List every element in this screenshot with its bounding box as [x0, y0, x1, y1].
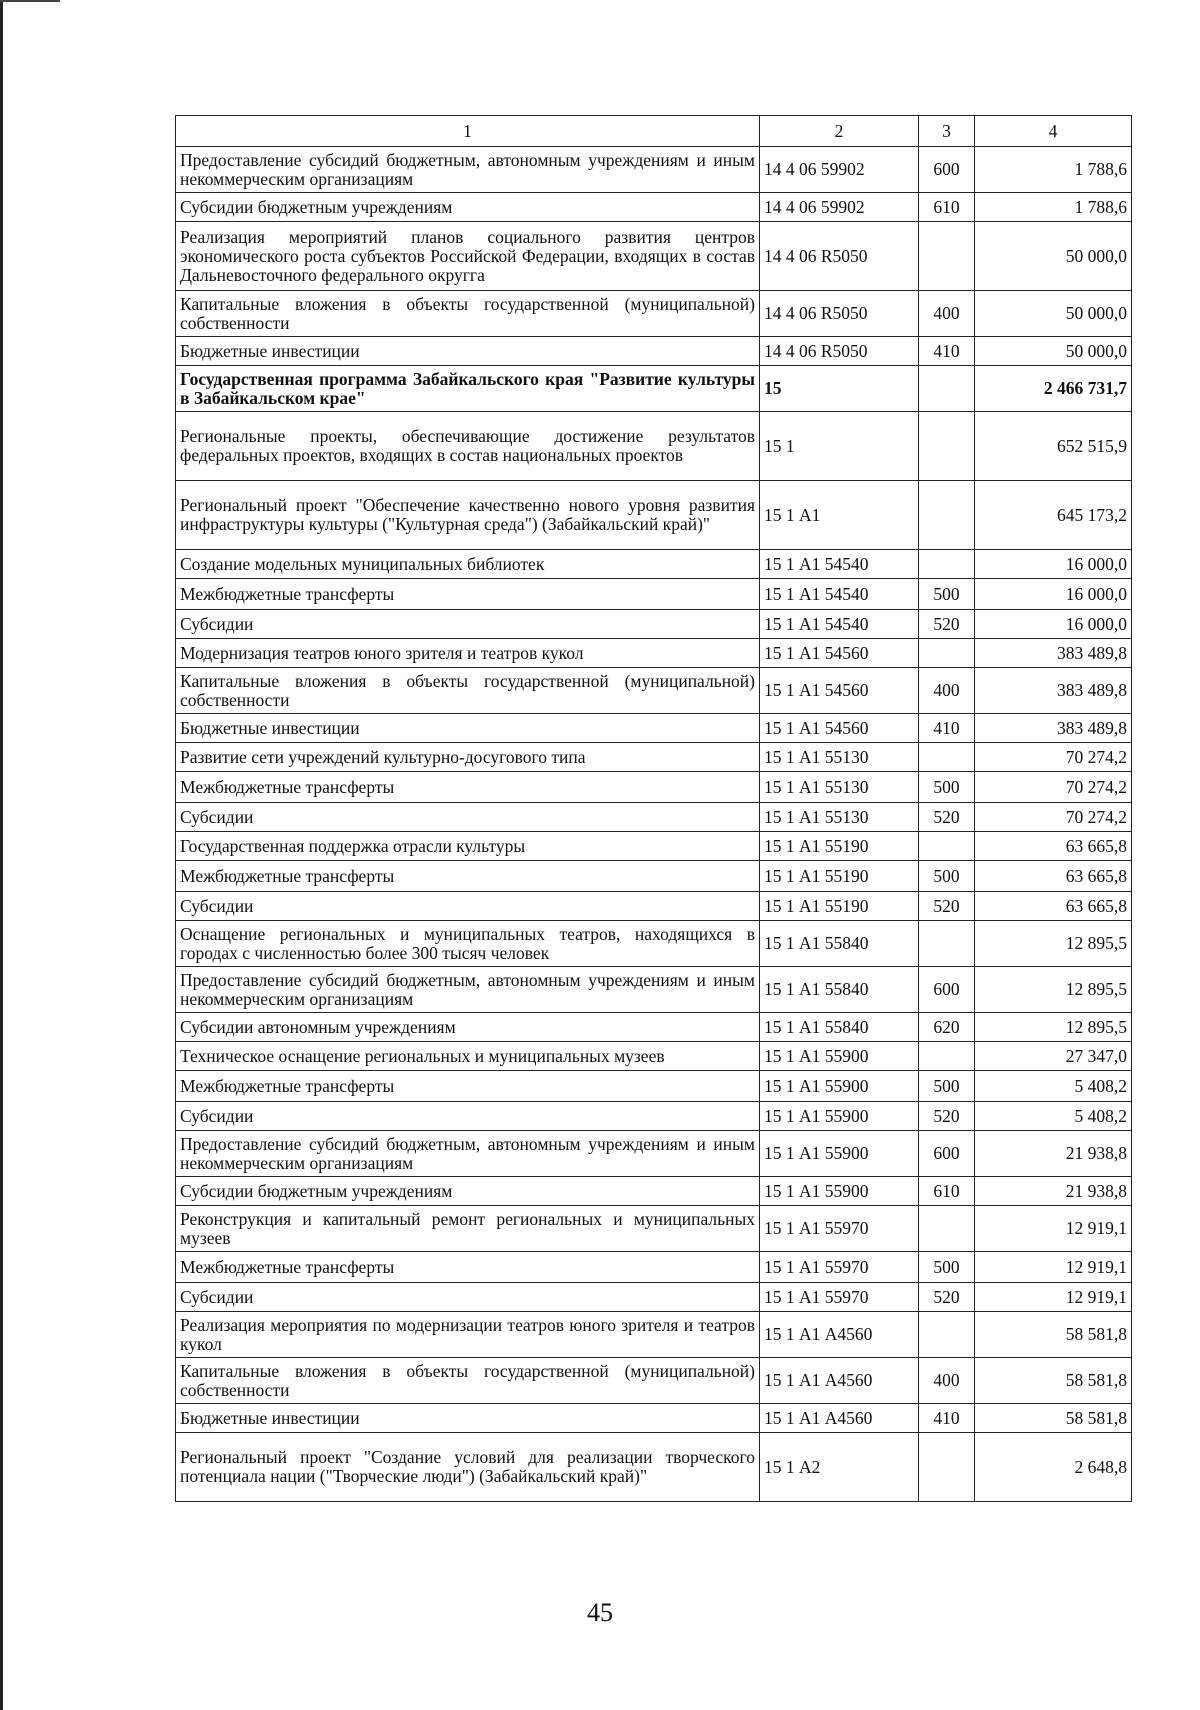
row-name: Субсидии	[176, 1283, 760, 1312]
row-expense-type	[919, 366, 975, 412]
table-body	[176, 147, 1132, 1502]
row-name: Межбюджетные трансферты	[176, 1252, 760, 1283]
table-row	[176, 337, 1132, 366]
row-amount: 21 938,8	[975, 1131, 1132, 1177]
row-name: Государственная программа Забайкальского края "Развитие культуры в Забайкальском крае"	[176, 366, 760, 412]
table-row	[176, 222, 1132, 291]
table-row	[176, 921, 1132, 967]
row-code: 15 1 А1 55130	[760, 772, 919, 803]
row-expense-type: 500	[919, 861, 975, 892]
table-row	[176, 412, 1132, 481]
row-code: 15 1 А1 А4560	[760, 1312, 919, 1358]
row-code: 15 1 А1 55900	[760, 1071, 919, 1102]
row-expense-type: 520	[919, 610, 975, 639]
row-name: Развитие сети учреждений культурно-досугового типа	[176, 743, 760, 772]
row-code: 15 1 А1 55840	[760, 967, 919, 1013]
row-amount: 12 919,1	[975, 1283, 1132, 1312]
row-expense-type: 400	[919, 668, 975, 714]
row-name: Оснащение региональных и муниципальных театров, находящихся в городах с численностью более 300 тысяч человек	[176, 921, 760, 967]
row-expense-type: 600	[919, 147, 975, 193]
row-code: 15 1 А1 55190	[760, 832, 919, 861]
table-row	[176, 668, 1132, 714]
row-name: Бюджетные инвестиции	[176, 1404, 760, 1433]
row-code: 15 1 А1 55900	[760, 1102, 919, 1131]
row-amount: 1 788,6	[975, 147, 1132, 193]
row-code: 14 4 06 59902	[760, 193, 919, 222]
row-expense-type	[919, 1042, 975, 1071]
row-amount: 70 274,2	[975, 743, 1132, 772]
row-expense-type	[919, 222, 975, 291]
table-row	[176, 481, 1132, 550]
row-expense-type: 610	[919, 193, 975, 222]
row-name: Субсидии бюджетным учреждениям	[176, 193, 760, 222]
row-name: Бюджетные инвестиции	[176, 337, 760, 366]
row-expense-type: 500	[919, 579, 975, 610]
row-expense-type: 500	[919, 1071, 975, 1102]
table-row	[176, 861, 1132, 892]
row-expense-type: 500	[919, 1252, 975, 1283]
table-row	[176, 967, 1132, 1013]
row-code: 15 1 А1 55900	[760, 1177, 919, 1206]
row-name: Предоставление субсидий бюджетным, автономным учреждениям и иным некоммерческим организациям	[176, 1131, 760, 1177]
row-name: Межбюджетные трансферты	[176, 861, 760, 892]
row-amount: 5 408,2	[975, 1071, 1132, 1102]
row-name: Капитальные вложения в объекты государственной (муниципальной) собственности	[176, 291, 760, 337]
row-expense-type	[919, 1433, 975, 1502]
row-amount: 12 919,1	[975, 1206, 1132, 1252]
row-code: 15 1 А1 55970	[760, 1206, 919, 1252]
row-code: 15 1 А1 54540	[760, 550, 919, 579]
table-row	[176, 1131, 1132, 1177]
row-expense-type	[919, 550, 975, 579]
row-name: Межбюджетные трансферты	[176, 579, 760, 610]
table-row	[176, 1312, 1132, 1358]
row-amount: 63 665,8	[975, 892, 1132, 921]
row-amount: 12 895,5	[975, 921, 1132, 967]
row-code: 15 1 А2	[760, 1433, 919, 1502]
row-name: Капитальные вложения в объекты государственной (муниципальной) собственности	[176, 1358, 760, 1404]
row-expense-type	[919, 1312, 975, 1358]
row-expense-type: 410	[919, 1404, 975, 1433]
row-amount: 21 938,8	[975, 1177, 1132, 1206]
row-expense-type: 520	[919, 803, 975, 832]
row-amount: 645 173,2	[975, 481, 1132, 550]
page-number: 45	[587, 1598, 613, 1627]
table-row	[176, 1102, 1132, 1131]
row-amount: 383 489,8	[975, 714, 1132, 743]
row-code: 15 1 А1 55130	[760, 803, 919, 832]
row-name: Техническое оснащение региональных и муниципальных музеев	[176, 1042, 760, 1071]
row-expense-type	[919, 1206, 975, 1252]
row-expense-type: 520	[919, 1102, 975, 1131]
row-amount: 58 581,8	[975, 1404, 1132, 1433]
row-expense-type: 520	[919, 892, 975, 921]
row-name: Бюджетные инвестиции	[176, 714, 760, 743]
row-code: 15 1 А1 54560	[760, 714, 919, 743]
row-expense-type	[919, 921, 975, 967]
row-name: Реализация мероприятия по модернизации театров юного зрителя и театров кукол	[176, 1312, 760, 1358]
budget-table	[175, 115, 1132, 1502]
row-name: Предоставление субсидий бюджетным, автономным учреждениям и иным некоммерческим организациям	[176, 967, 760, 1013]
row-expense-type	[919, 412, 975, 481]
row-amount: 383 489,8	[975, 668, 1132, 714]
row-expense-type: 600	[919, 967, 975, 1013]
table-row	[176, 291, 1132, 337]
row-amount: 12 895,5	[975, 1013, 1132, 1042]
row-amount: 58 581,8	[975, 1312, 1132, 1358]
row-name: Межбюджетные трансферты	[176, 1071, 760, 1102]
table-row	[176, 579, 1132, 610]
row-name: Региональный проект "Создание условий для реализации творческого потенциала нации ("Творческие люди") (Забайкальский край)"	[176, 1433, 760, 1502]
row-amount: 16 000,0	[975, 610, 1132, 639]
row-expense-type: 500	[919, 772, 975, 803]
row-amount: 70 274,2	[975, 803, 1132, 832]
row-code: 15 1 А1 54540	[760, 610, 919, 639]
row-name: Субсидии	[176, 610, 760, 639]
table-row	[176, 193, 1132, 222]
row-code: 15 1 А1 54560	[760, 639, 919, 668]
row-expense-type: 400	[919, 1358, 975, 1404]
row-code: 15 1 А1 55190	[760, 861, 919, 892]
row-amount: 27 347,0	[975, 1042, 1132, 1071]
row-code: 15 1 А1 55840	[760, 921, 919, 967]
table-row	[176, 1404, 1132, 1433]
row-code: 14 4 06 R5050	[760, 222, 919, 291]
row-name: Субсидии автономным учреждениям	[176, 1013, 760, 1042]
row-name: Субсидии бюджетным учреждениям	[176, 1177, 760, 1206]
row-code: 15 1 А1 55190	[760, 892, 919, 921]
row-code: 15 1 А1 55840	[760, 1013, 919, 1042]
row-name: Капитальные вложения в объекты государственной (муниципальной) собственности	[176, 668, 760, 714]
row-code: 15 1	[760, 412, 919, 481]
row-code: 15 1 А1 55900	[760, 1042, 919, 1071]
row-expense-type: 610	[919, 1177, 975, 1206]
row-name: Субсидии	[176, 1102, 760, 1131]
row-code: 15 1 А1	[760, 481, 919, 550]
row-expense-type	[919, 481, 975, 550]
table-row	[176, 714, 1132, 743]
table-row	[176, 803, 1132, 832]
row-name: Модернизация театров юного зрителя и театров кукол	[176, 639, 760, 668]
row-name: Создание модельных муниципальных библиотек	[176, 550, 760, 579]
row-amount: 50 000,0	[975, 291, 1132, 337]
table-row	[176, 892, 1132, 921]
table-row	[176, 1206, 1132, 1252]
row-expense-type: 520	[919, 1283, 975, 1312]
row-amount: 16 000,0	[975, 579, 1132, 610]
row-name: Региональный проект "Обеспечение качественно нового уровня развития инфраструктуры культуры ("Культурная среда") (Забайкальский край)"	[176, 481, 760, 550]
row-code: 14 4 06 R5050	[760, 337, 919, 366]
row-amount: 2 466 731,7	[975, 366, 1132, 412]
row-expense-type: 410	[919, 714, 975, 743]
table-row	[176, 1013, 1132, 1042]
header-col-4: 4	[975, 116, 1132, 147]
table-row	[176, 550, 1132, 579]
row-name: Реконструкция и капитальный ремонт региональных и муниципальных музеев	[176, 1206, 760, 1252]
table-row	[176, 1252, 1132, 1283]
header-col-3: 3	[919, 116, 975, 147]
row-expense-type: 400	[919, 291, 975, 337]
row-expense-type	[919, 832, 975, 861]
row-code: 15 1 А1 А4560	[760, 1404, 919, 1433]
row-amount: 652 515,9	[975, 412, 1132, 481]
row-amount: 58 581,8	[975, 1358, 1132, 1404]
row-code: 15	[760, 366, 919, 412]
table-row	[176, 1071, 1132, 1102]
header-row	[176, 116, 1132, 147]
row-amount: 12 919,1	[975, 1252, 1132, 1283]
row-amount: 50 000,0	[975, 222, 1132, 291]
row-amount: 50 000,0	[975, 337, 1132, 366]
scan-edge	[0, 0, 3, 1710]
scan-edge-top	[0, 0, 60, 2]
table-row	[176, 610, 1132, 639]
row-name: Региональные проекты, обеспечивающие достижение результатов федеральных проектов, входящих в состав национальных проектов	[176, 412, 760, 481]
table-row	[176, 1042, 1132, 1071]
row-name: Межбюджетные трансферты	[176, 772, 760, 803]
row-amount: 2 648,8	[975, 1433, 1132, 1502]
table-row	[176, 772, 1132, 803]
row-amount: 70 274,2	[975, 772, 1132, 803]
table-row	[176, 1358, 1132, 1404]
row-amount: 383 489,8	[975, 639, 1132, 668]
row-code: 15 1 А1 54560	[760, 668, 919, 714]
row-name: Субсидии	[176, 892, 760, 921]
row-expense-type: 600	[919, 1131, 975, 1177]
row-amount: 16 000,0	[975, 550, 1132, 579]
row-name: Государственная поддержка отрасли культуры	[176, 832, 760, 861]
row-code: 15 1 А1 54540	[760, 579, 919, 610]
row-amount: 5 408,2	[975, 1102, 1132, 1131]
row-amount: 1 788,6	[975, 193, 1132, 222]
row-expense-type	[919, 743, 975, 772]
row-expense-type	[919, 639, 975, 668]
row-name: Субсидии	[176, 803, 760, 832]
row-code: 15 1 А1 55970	[760, 1252, 919, 1283]
table-row	[176, 639, 1132, 668]
row-code: 15 1 А1 55970	[760, 1283, 919, 1312]
row-code: 14 4 06 R5050	[760, 291, 919, 337]
row-amount: 63 665,8	[975, 861, 1132, 892]
header-col-2: 2	[760, 116, 919, 147]
table-row	[176, 832, 1132, 861]
row-amount: 12 895,5	[975, 967, 1132, 1013]
row-name: Реализация мероприятий планов социального развития центров экономического роста субъектов Российской Федерации, входящих в состав Дальневосточного федерального округга	[176, 222, 760, 291]
table-row	[176, 366, 1132, 412]
table-row	[176, 1433, 1132, 1502]
row-name: Предоставление субсидий бюджетным, автономным учреждениям и иным некоммерческим организациям	[176, 147, 760, 193]
row-expense-type: 410	[919, 337, 975, 366]
header-col-1: 1	[176, 116, 760, 147]
row-amount: 63 665,8	[975, 832, 1132, 861]
row-code: 15 1 А1 А4560	[760, 1358, 919, 1404]
row-code: 14 4 06 59902	[760, 147, 919, 193]
table-row	[176, 147, 1132, 193]
row-code: 15 1 А1 55900	[760, 1131, 919, 1177]
table-row	[176, 743, 1132, 772]
row-code: 15 1 А1 55130	[760, 743, 919, 772]
table-row	[176, 1283, 1132, 1312]
table-row	[176, 1177, 1132, 1206]
row-expense-type: 620	[919, 1013, 975, 1042]
